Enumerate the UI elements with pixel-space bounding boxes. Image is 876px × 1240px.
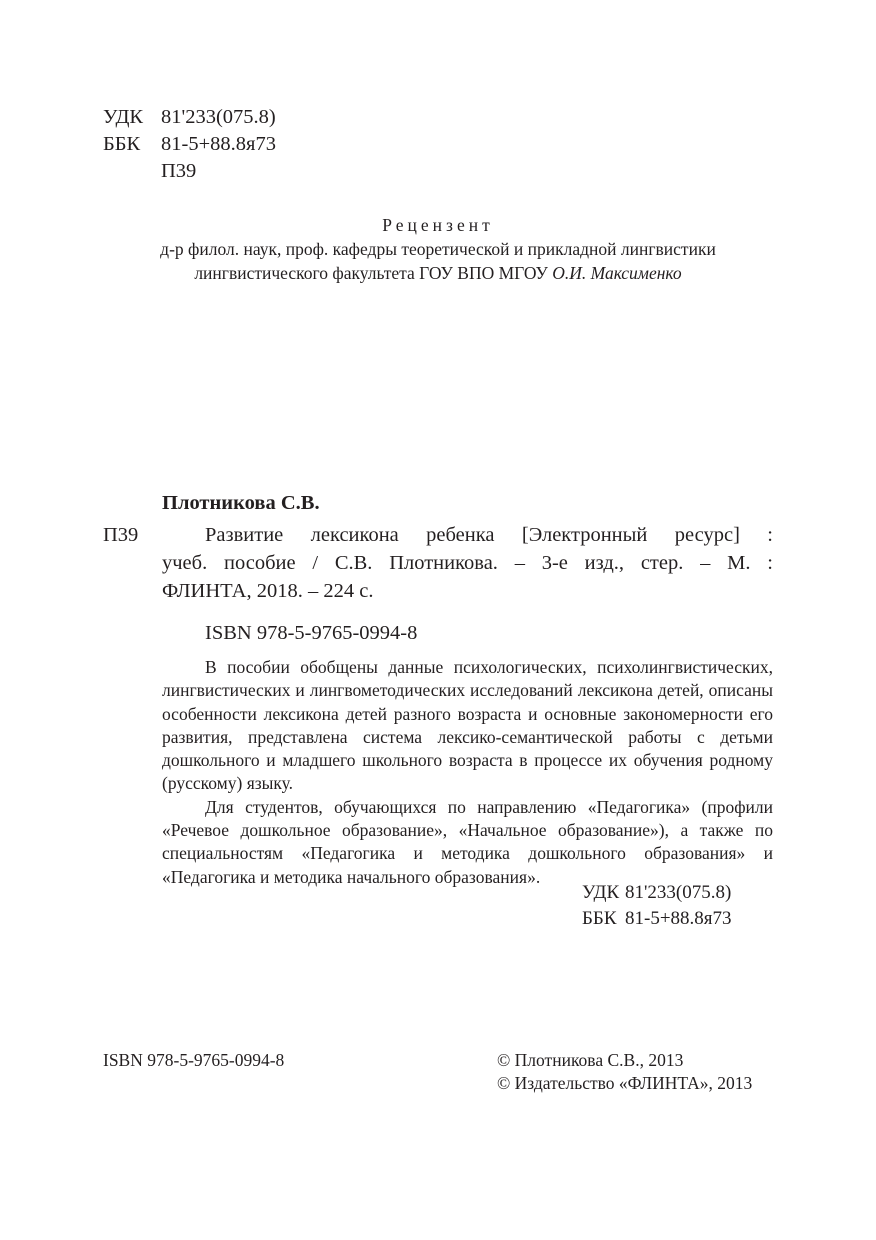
author-mark: П39 <box>161 160 197 182</box>
classification-block <box>103 104 276 185</box>
udk-label: УДК <box>103 106 144 128</box>
copyright-author: © Плотникова С.В., 2013 <box>497 1050 684 1070</box>
udk-label-2: УДК <box>582 882 620 903</box>
reviewer-block <box>100 213 776 285</box>
udk-value: 81'233(075.8) <box>161 106 276 128</box>
reviewer-name: О.И. Максименко <box>552 263 682 283</box>
reviewer-affiliation: лингвистического факультета ГОУ ВПО МГОУ <box>194 263 553 283</box>
bbk-label: ББК <box>103 133 141 155</box>
footer-isbn: ISBN 978-5-9765-0994-8 <box>103 1050 285 1070</box>
bib-line-2: учеб. пособие / С.В. Плотникова. – 3-е изд., стер. – М. : <box>162 552 773 574</box>
reviewer-line-1: д-р филол. наук, проф. кафедры теоретической и прикладной лингвистики <box>160 239 716 259</box>
bib-isbn: ISBN 978-5-9765-0994-8 <box>205 622 418 644</box>
bib-mark: П39 <box>103 524 139 546</box>
bibliographic-record <box>162 521 773 647</box>
footer-copyrights <box>497 1049 752 1095</box>
annotation-paragraph-2: Для студентов, обучающихся по направлению «Педагогика» (профили «Речевое дошкольное образование», «Начальное образование»), а также по специальностям «Педагогика и методика дошкольного образования» и «Педагогика и методика начального образования». <box>162 796 773 887</box>
udk-value-2: 81'233(075.8) <box>625 882 732 903</box>
copyright-publisher: © Издательство «ФЛИНТА», 2013 <box>497 1073 753 1093</box>
bbk-value-2: 81-5+88.8я73 <box>625 908 732 929</box>
bbk-label-2: ББК <box>582 908 617 929</box>
bib-line-3: ФЛИНТА, 2018. – 224 с. <box>162 580 374 602</box>
annotation-paragraph-1: В пособии обобщены данные психологических, психолингвистических, лингвистических и лингвометодических исследований лексикона детей, описаны особенности лексикона детей разного возраста и основные закономерности его развития, представлена система лексико-семантической работы с детьми дошкольного и младшего школьного возраста в процессе их обучения родному (русскому) языку. <box>162 657 773 794</box>
bbk-value: 81-5+88.8я73 <box>161 133 276 155</box>
bib-line-1: Развитие лексикона ребенка [Электронный ресурс] : <box>205 524 773 546</box>
bib-author: Плотникова С.В. <box>162 492 320 514</box>
annotation-classification <box>582 880 732 932</box>
annotation <box>162 656 773 889</box>
reviewer-line-2 <box>100 261 776 285</box>
reviewer-heading: Рецензент <box>382 215 494 235</box>
